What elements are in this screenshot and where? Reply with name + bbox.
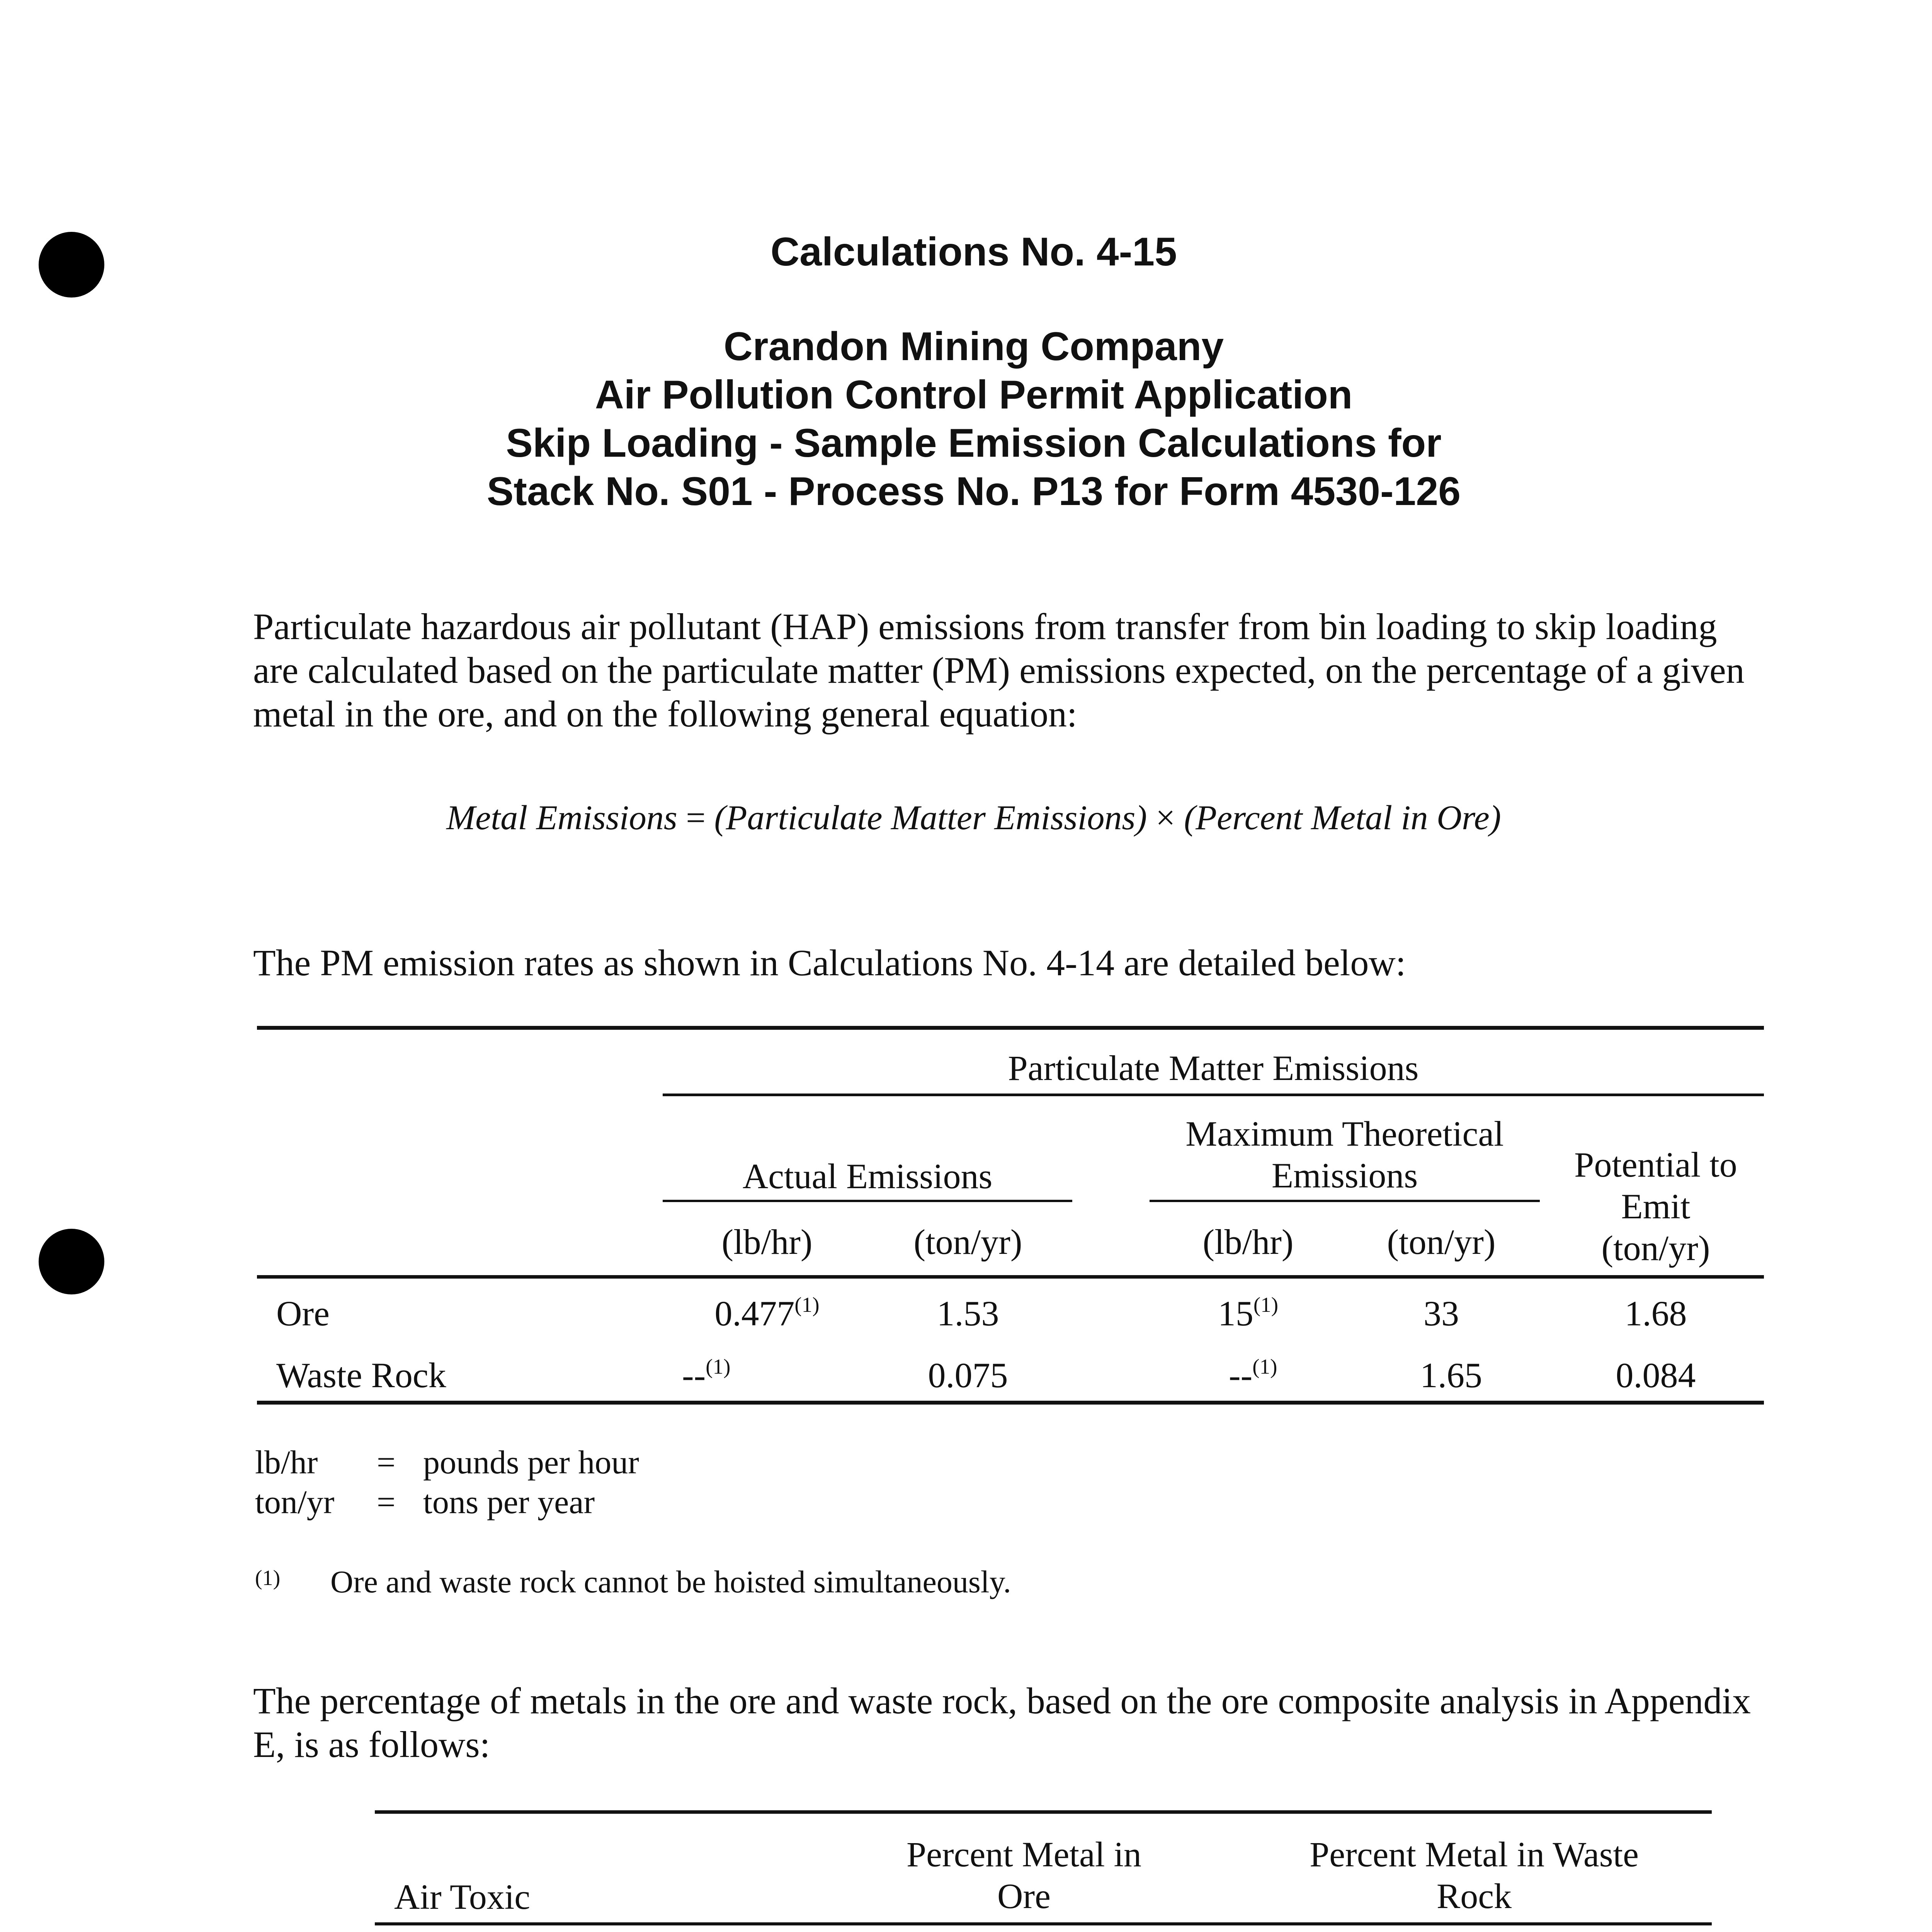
legend-text: tons per year	[423, 1483, 595, 1520]
pm-intro: The PM emission rates as shown in Calculations No. 4-14 are detailed below:	[253, 942, 1406, 983]
metals-intro: The percentage of metals in the ore and waste rock, based on the ore composite analysis in Appendix E, is as follows:	[253, 1680, 1751, 1765]
actual-emissions-header: Actual Emissions	[742, 1156, 993, 1196]
max-tonyr-unit: (ton/yr)	[1387, 1222, 1496, 1262]
metals-header-rule	[375, 1922, 1712, 1925]
col-ore-2: Ore	[997, 1876, 1051, 1916]
legend-abbr: ton/yr	[255, 1483, 335, 1520]
pte-header-2: Emit	[1621, 1187, 1690, 1226]
pte-header-3: (ton/yr)	[1601, 1228, 1710, 1268]
waste-actual-tonyr: 0.075	[928, 1355, 1008, 1395]
calculation-number: Calculations No. 4-15	[770, 230, 1177, 274]
ore-max-tonyr: 33	[1423, 1294, 1459, 1333]
intro-paragraph: Particulate hazardous air pollutant (HAP) emissions from transfer from bin loading to skip loading are calculated based on the particulate matter (PM) emissions expected, on the percentage of a given metal in the ore, and on the following general equation:	[253, 606, 1745, 735]
title-line-2: Air Pollution Control Permit Application	[595, 372, 1353, 417]
actual-tonyr-unit: (ton/yr)	[913, 1222, 1022, 1262]
ore-max-lbhr: 15$^{(1)}$	[1218, 1293, 1279, 1333]
actual-lbhr-unit: (lb/hr)	[721, 1222, 813, 1262]
waste-max-lbhr: --$^{(1)}$	[1229, 1355, 1277, 1395]
max-theoretical-header-2: Emissions	[1271, 1156, 1418, 1195]
col-ore-1: Percent Metal in	[906, 1835, 1142, 1874]
equation-term-pm: (Particulate Matter Emissions)	[714, 799, 1147, 837]
waste-pte: 0.084	[1616, 1355, 1696, 1395]
ore-actual-tonyr: 1.53	[937, 1294, 999, 1333]
footnote-marker: (1)	[255, 1566, 281, 1590]
pm-table-bottom-rule	[257, 1401, 1764, 1405]
footnote-text: Ore and waste rock cannot be hoisted simultaneously.	[330, 1564, 1011, 1599]
legend-eq: =	[377, 1444, 396, 1481]
title-line-4: Stack No. S01 - Process No. P13 for Form 4530-126	[486, 469, 1461, 514]
footnote-mark: (1)	[1252, 1355, 1277, 1378]
max-header-rule	[1150, 1200, 1540, 1202]
max-theoretical-header-1: Maximum Theoretical	[1185, 1114, 1504, 1153]
col-air-toxic: Air Toxic	[394, 1877, 531, 1917]
equation-times: ×	[1155, 799, 1175, 837]
company-name: Crandon Mining Company	[723, 324, 1224, 369]
title-line-3: Skip Loading - Sample Emission Calculations for	[506, 421, 1442, 466]
legend-abbr: lb/hr	[255, 1444, 318, 1481]
row-label: Waste Rock	[276, 1355, 446, 1395]
col-waste-1: Percent Metal in Waste	[1310, 1835, 1639, 1874]
footnote-mark: (1)	[706, 1355, 731, 1378]
general-equation	[0, 798, 1932, 838]
metals-table-top-rule	[375, 1810, 1712, 1814]
waste-actual-lbhr: --$^{(1)}$	[682, 1355, 731, 1395]
max-lbhr-unit: (lb/hr)	[1202, 1222, 1294, 1262]
ore-pte: 1.68	[1624, 1294, 1687, 1333]
equation-equals: =	[686, 799, 706, 837]
waste-max-tonyr: 1.65	[1420, 1355, 1482, 1395]
actual-header-rule	[663, 1200, 1072, 1202]
footnote-mark: (1)	[794, 1293, 820, 1316]
col-waste-2: Rock	[1436, 1876, 1512, 1916]
row-label: Ore	[276, 1294, 330, 1333]
pte-header-1: Potential to	[1574, 1145, 1737, 1184]
footnote-mark: (1)	[1253, 1293, 1279, 1316]
equation-lhs: Metal Emissions	[446, 799, 677, 837]
pm-table-top-rule	[257, 1026, 1764, 1030]
legend-text: pounds per hour	[423, 1444, 639, 1481]
pm-group-rule	[663, 1094, 1764, 1096]
equation-term-percent: (Percent Metal in Ore)	[1184, 799, 1501, 837]
legend-eq: =	[377, 1483, 396, 1520]
ore-actual-lbhr: 0.477$^{(1)}$	[714, 1293, 820, 1333]
pm-header-bottom-rule	[257, 1275, 1764, 1279]
punch-hole-middle	[39, 1229, 104, 1294]
pm-group-header: Particulate Matter Emissions	[1008, 1048, 1419, 1088]
